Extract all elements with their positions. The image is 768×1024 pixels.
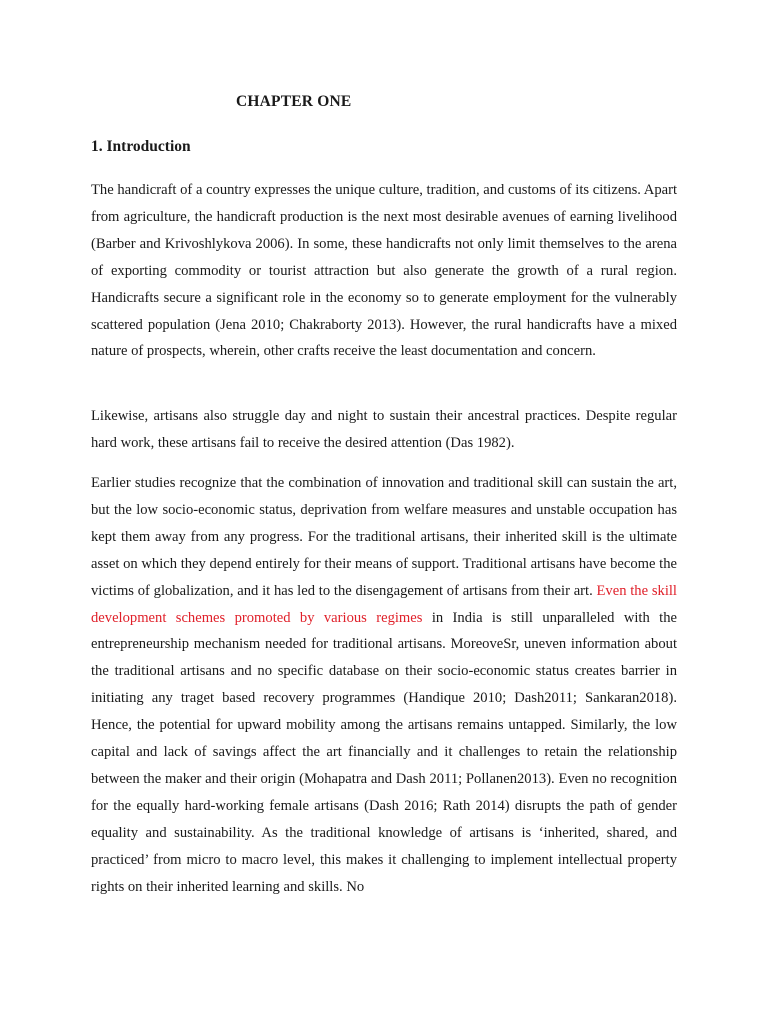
paragraph-3	[91, 470, 677, 901]
paragraph-1: The handicraft of a country expresses the unique culture, tradition, and customs of its citizens. Apart from agriculture, the handicraft production is the next most desirable avenues of earning livelihood (Barber and Krivoshlykova 2006). In some, these handicrafts not only limit themselves to the arena of exporting commodity or tourist attraction but also generate the growth of a rural region. Handicrafts secure a significant role in the economy so to generate employment for the vulnerably scattered population (Jena 2010; Chakraborty 2013). However, the rural handicrafts have a mixed nature of prospects, wherein, other crafts receive the least documentation and concern.	[91, 182, 678, 360]
highlighted-sentence: Even the skill development schemes promoted by various regimes	[91, 582, 677, 626]
paragraph-3-text-before: Earlier studies recognize that the combination of innovation and traditional skill can sustain the art, but the low socio-economic status, deprivation from welfare measures and unstable occupation has kept them away from any progress. For the traditional artisans, their inherited skill is the ultimate asset on which they depend entirely for their means of support. Traditional artisans have become the victims of globalization, and it has led to the disengagement of artisans from their art.	[91, 475, 677, 599]
section-heading: 1. Introduction	[91, 138, 191, 155]
paragraph-3-text-after: in India is still unparalleled with the entrepreneurship mechanism needed for traditional artisans. MoreoveSr, uneven information about the traditional artisans and no specific database on their socio-economic status creates barrier in initiating any traget based recovery programmes (Handique 2010; Dash2011; Sankaran2018). Hence, the potential for upward mobility among the artisans remains untapped. Similarly, the low capital and lack of savings affect the art financially and it challenges to retain the relationship between the maker and their origin (Mohapatra and Dash 2011; Pollanen2013). Even no recognition for the equally hard-working female artisans (Dash 2016; Rath 2014) disrupts the path of gender equality and sustainability. As the traditional knowledge of artisans is ‘inherited, shared, and practiced’ from micro to macro level, this makes it challenging to implement intellectual property rights on their inherited learning and skills. No	[91, 609, 677, 895]
paragraph-2: Likewise, artisans also struggle day and night to sustain their ancestral practices. Despite regular hard work, these artisans fail to receive the desired attention (Das 1982).	[91, 408, 677, 451]
chapter-title: CHAPTER ONE	[236, 93, 352, 110]
